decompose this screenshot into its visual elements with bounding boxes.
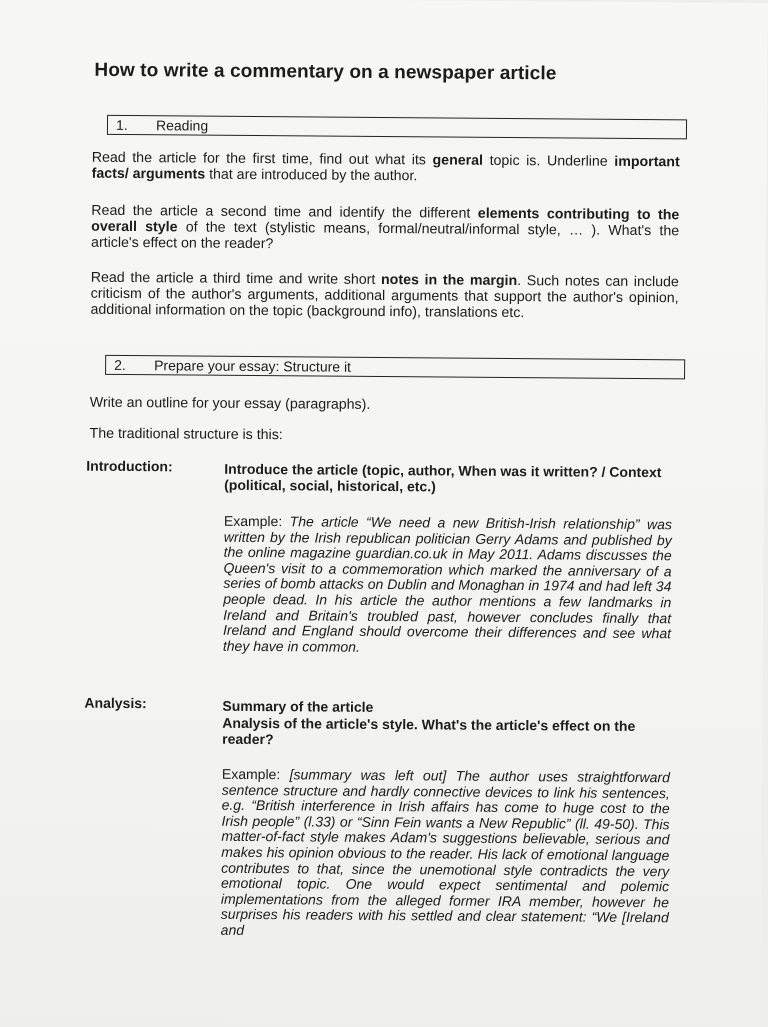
section-label: Prepare your essay: Structure it: [154, 357, 352, 375]
reading-paragraph-3: [90, 270, 678, 323]
section-heading-reading: [107, 115, 687, 140]
introduction-example: [223, 514, 672, 658]
page-title: How to write a commentary on a newspaper article: [94, 59, 557, 85]
reading-paragraph-1: [92, 150, 680, 187]
section-heading-prepare: [105, 355, 685, 380]
text-run: . Such notes can include criticism of the author's arguments, additional arguments that support the author's opinion, additional information on the topic (background info), translations etc.: [90, 273, 679, 322]
analysis-heading-2: Analysis of the article's style. What's the article's effect on the reader?: [222, 714, 636, 748]
example-prefix: Example:: [221, 765, 290, 783]
example-text: [summary was left out] The author uses straightforward sentence structure and hardly connective devices to link his sentences, e.g. “British interference in Irish affairs has come to huge cost to the Irish people” (l.33) or “Sinn Fein wants a New Republic” (ll. 49-50). This matter-of-fact style makes Adam's suggestions believable, serious and makes his opinion obvious to the reader. His lack of emotional language contributes to that, since the unemotional style contradicts the very emotional topic. One would expect sentimental and polemic implementations from the alleged former IRA member, however he surprises his readers with his settled and clear statement: “We [Ireland and: [220, 766, 670, 938]
text-run: Read the article a second time and identify the different: [91, 202, 478, 222]
text-run: that are introduced by the author.: [205, 166, 418, 185]
introduction-label: Introduction:: [86, 457, 173, 475]
text-run: of the text (stylistic means, formal/neutral/informal style, … ). What's the article's effect on the reader?: [91, 219, 680, 253]
analysis-example: [221, 767, 670, 942]
prepare-paragraph-1: Write an outline for your essay (paragraphs).: [89, 394, 371, 413]
emphasis-text: elements contributing to the overall style: [91, 205, 680, 236]
reading-paragraph-2: [91, 203, 679, 256]
section-label: Reading: [155, 117, 209, 134]
emphasis-text: notes in the margin: [380, 271, 518, 290]
emphasis-text: general: [432, 152, 484, 169]
example-text: The article “We need a new British-Irish relationship” was written by the Irish republican politician Gerry Adams and published by the online magazine guardian.co.uk in May 2011. Adams discusses the Queen's visit to a commemoration which marked the anniversary of a series of bomb attacks on Dublin and Monaghan in 1974 and had left 34 people dead. In his article the author mentions a few landmarks in Ireland and Britain's troubled past, however concludes finally that Ireland and England should overcome their differences and see what they have in common.: [222, 513, 672, 655]
text-run: topic is. Underline: [482, 152, 615, 170]
section-number: 1.: [115, 116, 128, 133]
prepare-paragraph-2: The traditional structure is this:: [89, 425, 283, 444]
section-number: 2.: [114, 356, 126, 373]
emphasis-text: important facts/ arguments: [91, 153, 680, 183]
analysis-heading-1: Summary of the article: [222, 697, 374, 715]
example-prefix: Example:: [223, 512, 290, 530]
analysis-label: Analysis:: [84, 694, 147, 712]
introduction-heading: Introduce the article (topic, author, When was it written? / Context (political, social, historical, etc.): [224, 460, 662, 495]
text-run: Read the article a third time and write short: [90, 269, 382, 288]
text-run: Read the article for the first time, find out what its: [91, 149, 433, 169]
